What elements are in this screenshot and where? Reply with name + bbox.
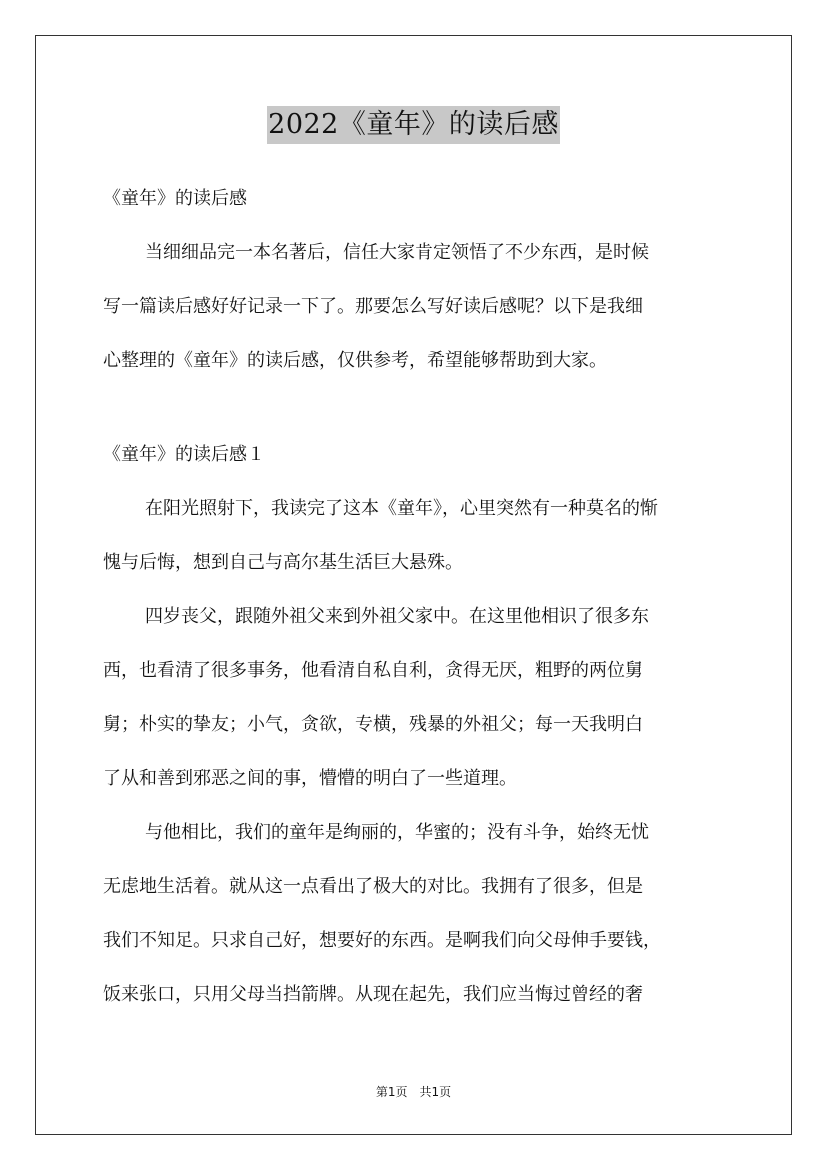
intro-line-3: 心整理的《童年》的读后感，仅供参考，希望能够帮助到大家。 — [103, 350, 607, 371]
paragraph1-line-1: 在阳光照射下，我读完了这本《童年》，心里突然有一种莫名的惭 — [145, 498, 658, 519]
paragraph3-line-1: 与他相比，我们的童年是绚丽的，华蜜的；没有斗争，始终无忧 — [145, 822, 649, 843]
page-footer: 第1页 共1页 — [375, 1085, 452, 1099]
paragraph2-line-1: 四岁丧父，跟随外祖父来到外祖父家中。在这里他相识了很多东 — [145, 606, 649, 627]
paragraph2-line-4: 了从和善到邪恶之间的事，懵懵的明白了一些道理。 — [103, 768, 517, 789]
paragraph1-line-2: 愧与后悔，想到自己与高尔基生活巨大悬殊。 — [103, 552, 463, 573]
section-heading: 《童年》的读后感１ — [103, 444, 265, 465]
paragraph2-line-2: 西，也看清了很多事务，他看清自私自利，贪得无厌，粗野的两位舅 — [103, 660, 643, 681]
paragraph2-line-3: 舅；朴实的挚友；小气，贪欲，专横，残暴的外祖父；每一天我明白 — [103, 714, 643, 735]
paragraph3-line-4: 饭来张口，只用父母当挡箭牌。从现在起先，我们应当悔过曾经的奢 — [103, 984, 643, 1005]
document-title-text: 2022《童年》的读后感 — [267, 106, 560, 144]
paragraph3-line-3: 我们不知足。只求自己好，想要好的东西。是啊我们向父母伸手要钱， — [103, 930, 661, 951]
intro-line-1: 当细细品完一本名著后，信任大家肯定领悟了不少东西，是时候 — [145, 242, 649, 263]
subtitle: 《童年》的读后感 — [103, 188, 247, 209]
intro-line-2: 写一篇读后感好好记录一下了。那要怎么写好读后感呢？以下是我细 — [103, 296, 643, 317]
document-title — [0, 103, 827, 144]
section-spacer — [103, 388, 743, 428]
paragraph3-line-2: 无虑地生活着。就从这一点看出了极大的对比。我拥有了很多，但是 — [103, 876, 643, 897]
document-body — [103, 172, 743, 1022]
